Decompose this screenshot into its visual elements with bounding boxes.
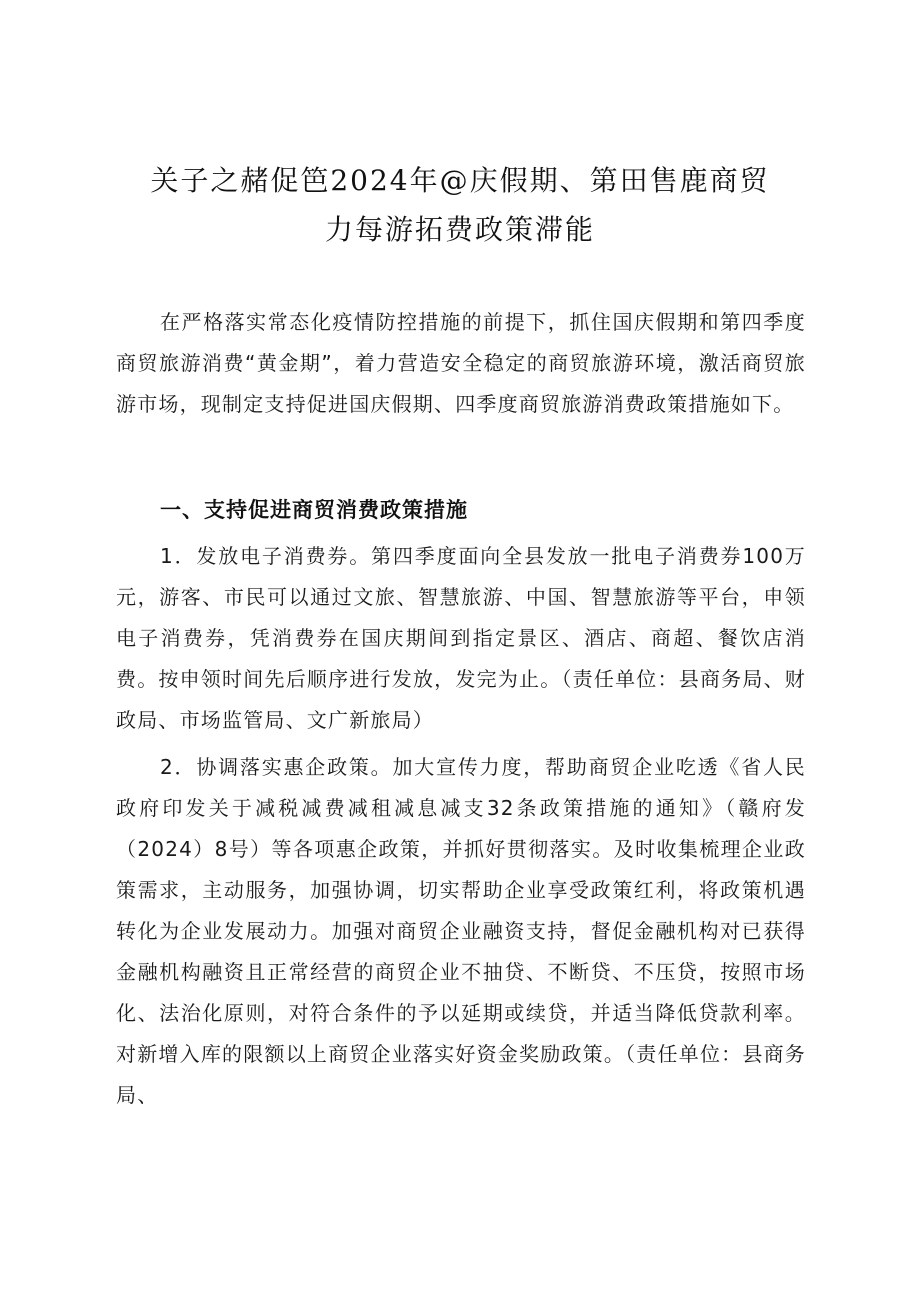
policy-item-2: 2．协调落实惠企政策。加大宣传力度，帮助商贸企业吃透《省人民政府印发关于减税减费减租减息减支32条政策措施的通知》（赣府发（2024）8号）等各项惠企政策，并抓好贯彻落实。及时收集梳理企业政策需求，主动服务，加强协调，切实帮助企业享受政策红利，将政策机遇转化为企业发展动力。加强对商贸企业融资支持，督促金融机构对已获得金融机构融资且正常经营的商贸企业不抽贷、不断贷、不压贷，按照市场化、法治化原则，对符合条件的予以延期或续贷，并适当降低贷款利率。对新增入库的限额以上商贸企业落实好资金奖励政策。（责任单位：县商务局、: [116, 755, 806, 1107]
section-heading-1: 一、支持促进商贸消费政策措施: [160, 498, 468, 522]
document-title-line-1: 关子之赭促笆2024年@庆假期、第田售鹿商贸: [150, 164, 770, 197]
policy-item-1: 1．发放电子消费券。第四季度面向全县发放一批电子消费券100万元，游客、市民可以通过文旅、智慧旅游、中国、智慧旅游等平台，申领电子消费券，凭消费券在国庆期间到指定景区、酒店、商超、餐饮店消费。按申领时间先后顺序进行发放，发完为止。（责任单位：县商务局、财政局、市场监管局、文广新旅局）: [116, 544, 806, 732]
intro-paragraph: 在严格落实常态化疫情防控措施的前提下，抓住国庆假期和第四季度商贸旅游消费“黄金期”，着力营造安全稳定的商贸旅游环境，激活商贸旅游市场，现制定支持促进国庆假期、四季度商贸旅游消费政策措施如下。: [116, 310, 806, 416]
document-title-line-2: 力每游拓费政策滞能: [324, 213, 595, 246]
